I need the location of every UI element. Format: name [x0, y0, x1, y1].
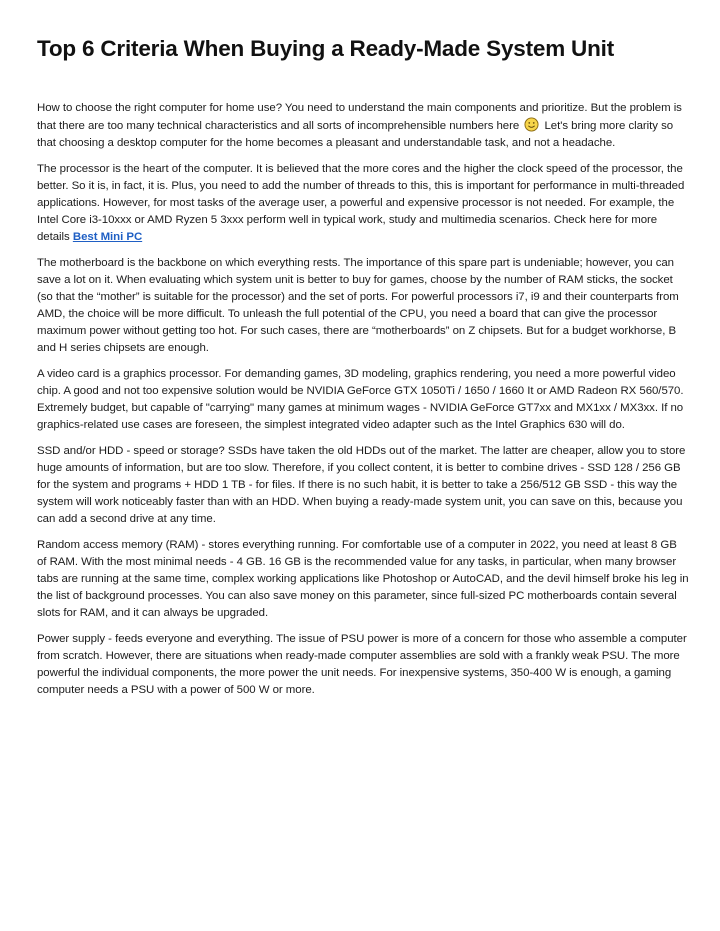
power-supply-paragraph: Power supply - feeds everyone and everything. The issue of PSU power is more of a concern for those who assemble a computer from scratch. However, there are situations when ready-made computer assemblies are sold with a frankly weak PSU. The more powerful the individual components, the more power the unit needs. For inexpensive systems, 350-400 W is enough, a gaming computer needs a PSU with a power of 500 W or more. [37, 632, 687, 696]
intro-text: How to choose the right computer for home use? You need to understand the main components and prioritize. But the problem is that there are too many technical characteristics and all sorts of incomprehensible numbers here [37, 102, 682, 133]
processor-text: The processor is the heart of the computer. It is believed that the more cores and the higher the clock speed of the processor, the better. So it is, in fact, it is. Plus, you need to add the number of threads to this, this is important for performance in multi-threaded applications. However, for most tasks of the average user, a powerful and expensive processor is not needed. For example, the Intel Core i3-10xxx or AMD Ryzen 5 3xxx perform well in typical work, study and multimedia scenarios. Check here for more details [37, 162, 685, 244]
intro-text-continued: Let's bring more clarity so that choosing a desktop computer for the home becomes a pleasant and understandable task, and not a headache. [37, 120, 674, 150]
document-page [37, 34, 689, 708]
best-mini-pc-link[interactable]: Best Mini PC [72, 231, 143, 244]
processor-paragraph [37, 161, 689, 246]
page-title: Top 6 Criteria When Buying a Ready-Made System Unit [37, 36, 614, 61]
intro-paragraph [37, 100, 689, 152]
ram-paragraph: Random access memory (RAM) - stores everything running. For comfortable use of a computer in 2022, you need at least 8 GB of RAM. With the most minimal needs - 4 GB. 16 GB is the recommended value for any tasks, in particular, when many browser tabs are running at the same time, complex working applications like Photoshop or AutoCAD, and the devil himself broke his leg in the list of background processes. You can also save money on this parameter, since full-sized PC motherboards contain several slots for RAM, and it can always be upgraded. [37, 538, 689, 620]
storage-paragraph: SSD and/or HDD - speed or storage? SSDs have taken the old HDDs out of the market. The latter are cheaper, allow you to store huge amounts of information, but are too slow. Therefore, if you collect content, it is better to combine drives - SSD 128 / 256 GB for the system and programs + HDD 1 TB - for files. If there is no such habit, it is better to take a 256/512 GB SSD - this way the system will work noticeably faster than with an HDD. When buying a ready-made system unit, you can save on this, because you can add a second drive at any time. [37, 444, 686, 526]
smiley-face-icon [524, 117, 539, 132]
motherboard-paragraph: The motherboard is the backbone on which everything rests. The importance of this spare part is undeniable; however, you can save a lot on it. When evaluating which system unit is better to buy for games, choose by the number of RAM sticks, the socket (so that the “mother” is suitable for the processor) and the set of ports. For powerful processors i7, i9 and their counterparts from AMD, the choice will be more difficult. To unleash the full potential of the CPU, you need a board that can give the processor maximum power without getting too hot. For such cases, there are “motherboards” on Z chipsets. But for a budget workhorse, B and H series chipsets are enough. [37, 256, 679, 355]
video-card-paragraph: A video card is a graphics processor. For demanding games, 3D modeling, graphics rendering, you need a more powerful video chip. A good and not too expensive solution would be NVIDIA GeForce GTX 1050Ti / 1650 / 1660 It or AMD Radeon RX 560/570. Extremely budget, but capable of "carrying" many games at minimum wages - NVIDIA GeForce GT7xx and MX1xx / MX3xx. If no graphics-related use cases are foreseen, the simplest integrated video adapter such as the Intel Graphics 630 will do. [37, 367, 684, 432]
